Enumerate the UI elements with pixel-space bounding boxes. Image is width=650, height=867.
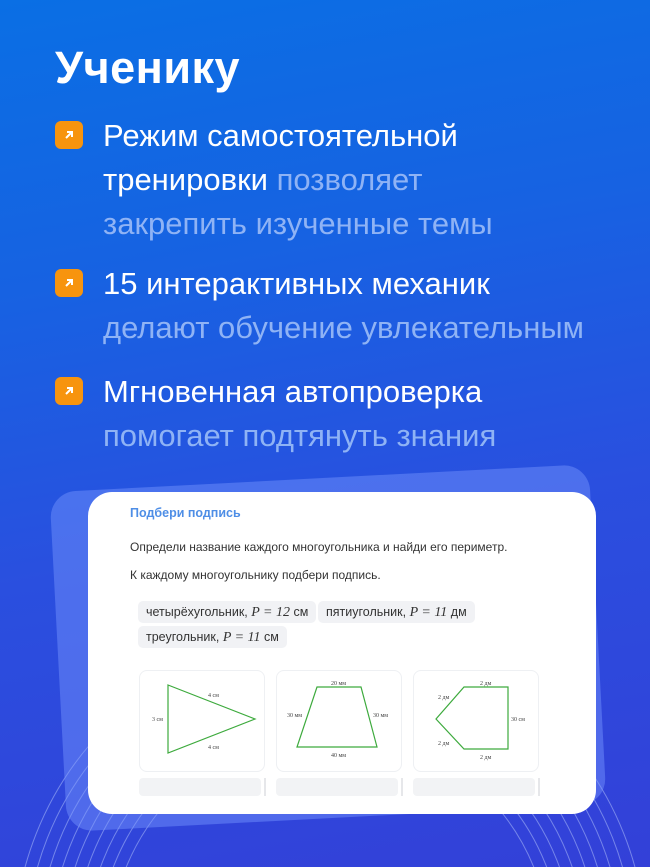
- answer-chip[interactable]: четырёхугольник, P = 12 см: [138, 601, 316, 623]
- arrow-up-right-icon: [55, 377, 83, 405]
- figure-pentagon: [413, 670, 539, 772]
- svg-text:4 см: 4 см: [208, 745, 219, 751]
- arrow-up-right-icon: [55, 269, 83, 297]
- feature-item: [55, 114, 493, 246]
- task-title: Подбери подпись: [130, 506, 241, 520]
- feature-line: 15 интерактивных механик: [103, 266, 490, 301]
- feature-item: [55, 370, 496, 458]
- slot-divider: [538, 778, 540, 796]
- feature-muted: делают обучение увлекательным: [103, 310, 584, 345]
- task-instruction: Определи название каждого многоугольника и найди его периметр.: [130, 540, 508, 554]
- drop-slot[interactable]: [139, 778, 261, 796]
- feature-muted: позволяет: [276, 162, 423, 197]
- feature-line: Режим самостоятельной: [103, 118, 458, 153]
- svg-text:20 мм: 20 мм: [331, 681, 347, 687]
- svg-text:2 дм: 2 дм: [438, 695, 450, 701]
- slot-divider: [401, 778, 403, 796]
- svg-text:4 см: 4 см: [208, 693, 219, 699]
- drop-slot[interactable]: [413, 778, 535, 796]
- feature-line: тренировки: [103, 162, 268, 197]
- svg-text:30 мм: 30 мм: [287, 713, 303, 719]
- slot-divider: [264, 778, 266, 796]
- feature-line: Мгновенная автопроверка: [103, 374, 483, 409]
- task-card: [88, 492, 596, 814]
- svg-text:30 мм: 30 мм: [373, 713, 389, 719]
- arrow-up-right-icon: [55, 121, 83, 149]
- answer-chip[interactable]: треугольник, P = 11 см: [138, 626, 287, 648]
- svg-text:30 см: 30 см: [511, 717, 525, 723]
- svg-text:2 дм: 2 дм: [480, 681, 492, 687]
- svg-text:3 см: 3 см: [152, 717, 163, 723]
- svg-text:2 дм: 2 дм: [480, 755, 492, 761]
- feature-muted: помогает подтянуть знания: [103, 418, 497, 453]
- task-instruction: К каждому многоугольнику подбери подпись.: [130, 568, 381, 582]
- drop-slot[interactable]: [276, 778, 398, 796]
- svg-text:40 мм: 40 мм: [331, 753, 347, 759]
- figure-trapezoid: [276, 670, 402, 772]
- svg-text:2 дм: 2 дм: [438, 741, 450, 747]
- figure-triangle: [139, 670, 265, 772]
- feature-item: [55, 262, 584, 350]
- answer-chip[interactable]: пятиугольник, P = 11 дм: [318, 601, 475, 623]
- page-title: Ученику: [55, 42, 241, 93]
- feature-muted: закрепить изученные темы: [103, 206, 493, 241]
